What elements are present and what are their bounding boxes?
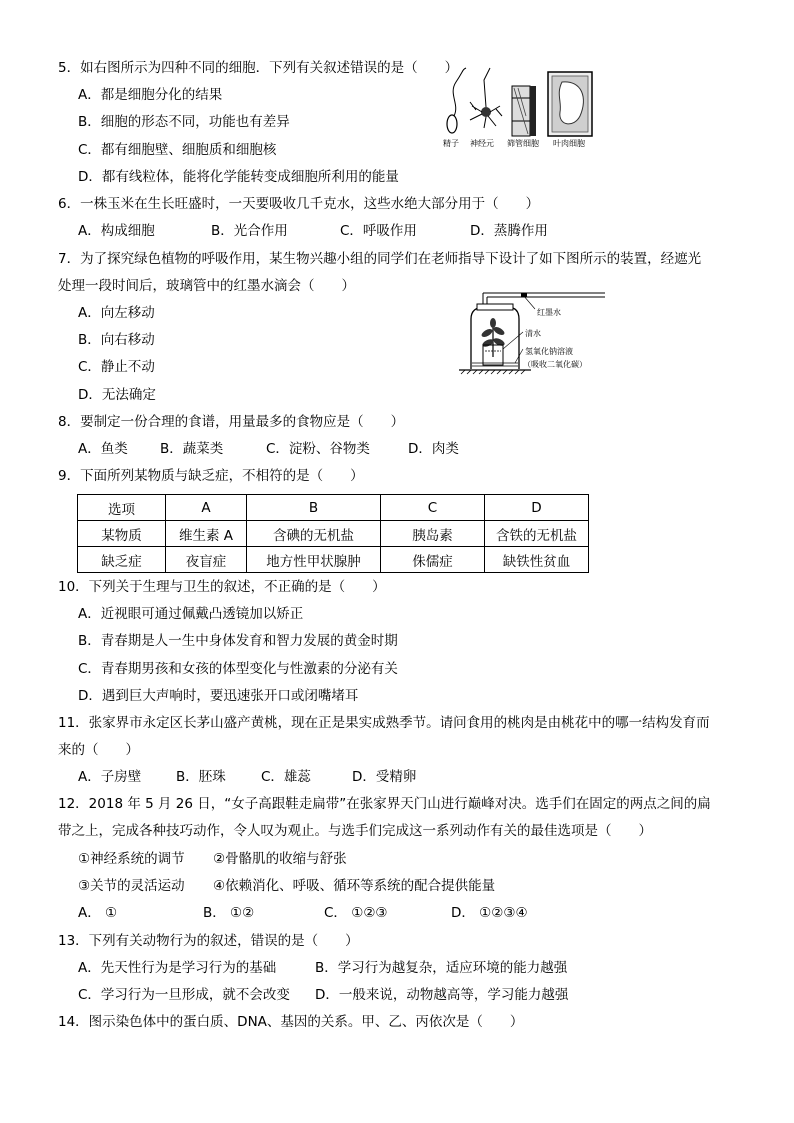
- q9-stem: 9．下面所列某物质与缺乏症，不相符的是（ ）: [58, 468, 364, 484]
- q12-option-a: A． ①: [78, 905, 118, 921]
- q11-option-b: B．胚珠: [176, 769, 226, 785]
- label-red-ink: 红墨水: [537, 308, 561, 317]
- table-cell: 缺铁性贫血: [485, 547, 589, 573]
- neuron-drawing: [470, 68, 502, 128]
- q5-option-a: A．都是细胞分化的结果: [78, 87, 223, 103]
- q8-stem: 8．要制定一份合理的食谱，用量最多的食物应是（ ）: [58, 414, 405, 430]
- table-cell: 某物质: [78, 521, 166, 547]
- label-absorb-co2: （吸收二氧化碳）: [523, 360, 587, 369]
- q8-option-a: A．鱼类: [78, 441, 128, 457]
- caption-sieve-tube: 筛管细胞: [507, 139, 539, 148]
- q11-stem-line1: 11．张家界市永定区长茅山盛产黄桃，现在正是果实成熟季节。请问食用的桃肉是由桃花中的哪一结构发育而: [58, 715, 710, 731]
- q5-option-d: D．都有线粒体，能将化学能转变成细胞所利用的能量: [78, 169, 399, 185]
- ground-drawing: [459, 370, 531, 374]
- table-header-cell: D: [485, 495, 589, 521]
- q12-stem-line2: 带之上，完成各种技巧动作，令人叹为观止。与选手们完成这一系列动作有关的最佳选项是（ ）: [58, 823, 652, 839]
- table-cell: 侏儒症: [381, 547, 485, 573]
- table-row: [78, 521, 589, 547]
- mesophyll-cell-drawing: [548, 72, 592, 136]
- glass-tube-drawing: [483, 293, 605, 305]
- label-water: 清水: [525, 329, 541, 338]
- q10-stem: 10．下列关于生理与卫生的叙述，不正确的是（ ）: [58, 579, 386, 595]
- q5-stem: 5．如右图所示为四种不同的细胞．下列有关叙述错误的是（ ）: [58, 60, 459, 76]
- caption-neuron: 神经元: [470, 139, 494, 148]
- plant-drawing: [480, 318, 505, 357]
- q10-option-a: A．近视眼可通过佩戴凸透镜加以矫正: [78, 606, 304, 622]
- table-cell: 含铁的无机盐: [485, 521, 589, 547]
- q13-option-c: C．学习行为一旦形成，就不会改变: [78, 987, 290, 1003]
- q12-option-d: D． ①②③④: [451, 905, 528, 921]
- q10-option-b: B．青春期是人一生中身体发育和智力发展的黄金时期: [78, 633, 398, 649]
- table-cell: 胰岛素: [381, 521, 485, 547]
- q11-option-c: C．雄蕊: [261, 769, 311, 785]
- q7-apparatus-figure: [455, 287, 615, 379]
- table-header-cell: 选项: [78, 495, 166, 521]
- table-row: [78, 547, 589, 573]
- caption-sperm: 精子: [443, 139, 459, 148]
- table-header-cell: A: [166, 495, 247, 521]
- table-header-row: [78, 495, 589, 521]
- q11-option-a: A．子房壁: [78, 769, 142, 785]
- q12-item-3: ③关节的灵活运动: [78, 878, 185, 894]
- table-header-cell: C: [381, 495, 485, 521]
- q13-option-d: D．一般来说，动物越高等，学习能力越强: [315, 987, 569, 1003]
- q6-option-a: A．构成细胞: [78, 223, 155, 239]
- q11-option-d: D．受精卵: [352, 769, 417, 785]
- q5-cells-figure: [440, 66, 600, 152]
- q8-option-c: C．淀粉、谷物类: [266, 441, 370, 457]
- q11-stem-line2: 来的（ ）: [58, 742, 139, 758]
- q6-option-c: C．呼吸作用: [340, 223, 417, 239]
- q8-option-d: D．肉类: [408, 441, 459, 457]
- q7-option-b: B．向右移动: [78, 332, 155, 348]
- q7-option-c: C．静止不动: [78, 359, 155, 375]
- q7-option-d: D．无法确定: [78, 387, 156, 403]
- table-cell: 地方性甲状腺肿: [247, 547, 381, 573]
- q10-option-d: D．遇到巨大声响时，要迅速张开口或闭嘴堵耳: [78, 688, 359, 704]
- q7-stem-line1: 7．为了探究绿色植物的呼吸作用，某生物兴趣小组的同学们在老师指导下设计了如下图所示的装置，经遮光: [58, 251, 702, 267]
- q7-stem-line2: 处理一段时间后，玻璃管中的红墨水滴会（ ）: [58, 278, 355, 294]
- q13-option-a: A．先天性行为是学习行为的基础: [78, 960, 277, 976]
- q13-option-b: B．学习行为越复杂，适应环境的能力越强: [315, 960, 568, 976]
- q6-stem: 6．一株玉米在生长旺盛时，一天要吸收几千克水，这些水绝大部分用于（ ）: [58, 196, 540, 212]
- sieve-tube-drawing: [512, 86, 536, 136]
- q14-stem: 14．图示染色体中的蛋白质、DNA、基因的关系。甲、乙、丙依次是（ ）: [58, 1014, 524, 1030]
- q7-option-a: A．向左移动: [78, 305, 155, 321]
- table-cell: 维生素 A: [166, 521, 247, 547]
- table-header-cell: B: [247, 495, 381, 521]
- q12-option-b: B． ①②: [203, 905, 255, 921]
- q6-option-d: D．蒸腾作用: [470, 223, 548, 239]
- table-cell: 夜盲症: [166, 547, 247, 573]
- q5-option-c: C．都有细胞壁、细胞质和细胞核: [78, 142, 277, 158]
- q13-stem: 13．下列有关动物行为的叙述，错误的是（ ）: [58, 933, 359, 949]
- q6-option-b: B．光合作用: [211, 223, 288, 239]
- table-cell: 含碘的无机盐: [247, 521, 381, 547]
- q5-option-b: B．细胞的形态不同，功能也有差异: [78, 114, 290, 130]
- q12-option-c: C． ①②③: [324, 905, 388, 921]
- q10-option-c: C．青春期男孩和女孩的体型变化与性激素的分泌有关: [78, 661, 398, 677]
- caption-mesophyll: 叶肉细胞: [553, 139, 585, 148]
- q9-table: [77, 494, 589, 573]
- q12-item-4: ④依赖消化、呼吸、循环等系统的配合提供能量: [213, 878, 496, 894]
- cells-illustration: [440, 66, 600, 138]
- q8-option-b: B．蔬菜类: [160, 441, 224, 457]
- bell-jar-drawing: [471, 304, 519, 369]
- sperm-cell-drawing: [447, 68, 466, 133]
- q12-item-1: ①神经系统的调节: [78, 851, 185, 867]
- q12-stem-line1: 12．2018 年 5 月 26 日，“女子高跟鞋走扁带”在张家界天门山进行巅峰对决。选手们在固定的两点之间的扁: [58, 796, 711, 812]
- table-cell: 缺乏症: [78, 547, 166, 573]
- label-naoh: 氢氧化钠溶液: [525, 347, 573, 356]
- q12-item-2: ②骨骼肌的收缩与舒张: [213, 851, 347, 867]
